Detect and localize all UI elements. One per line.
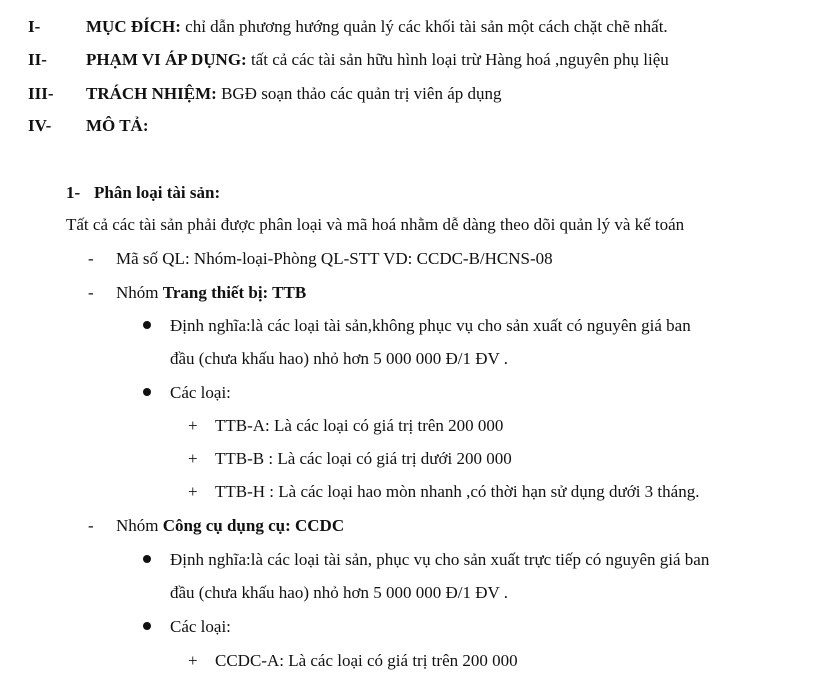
section-heading-1 <box>86 16 668 38</box>
section-number-2: II- <box>28 50 47 69</box>
plus-bullet: + <box>188 651 198 670</box>
plus-bullet: + <box>188 416 198 435</box>
ccdc-types-label: Các loại: <box>170 617 231 636</box>
bullet-dot-icon <box>143 388 151 396</box>
section-title-1: MỤC ĐÍCH: <box>86 17 181 36</box>
section-text-3: BGĐ soạn thảo các quản trị viên áp dụng <box>216 84 502 103</box>
dash-bullet-code: - <box>88 249 94 268</box>
bullet-dot-icon <box>143 555 151 563</box>
section-text-1: chỉ dẫn phương hướng quản lý các khối tài sản một cách chặt chẽ nhất. <box>180 17 668 36</box>
ccdc-definition-line2: đầu (chưa khấu hao) nhỏ hơn 5 000 000 Đ/1 ĐV . <box>170 583 508 602</box>
section-title-4: MÔ TẢ: <box>86 116 149 135</box>
ccdc-definition-line1: Định nghĩa:là các loại tài sản, phục vụ cho sản xuất trực tiếp có nguyên giá ban <box>170 550 710 569</box>
dash-bullet-ccdc: - <box>88 516 94 535</box>
ttb-group-title: Trang thiết bị: TTB <box>162 283 307 302</box>
section-number-1: I- <box>28 17 41 36</box>
bullet-dot-icon <box>143 321 151 329</box>
section-heading-4 <box>86 115 149 137</box>
ccdc-group-title: Công cụ dụng cụ: CCDC <box>162 516 345 535</box>
subsection-title: Phân loại tài sản: <box>94 183 221 202</box>
ttb-type-b: TTB-B : Là các loại có giá trị dưới 200 000 <box>215 449 512 468</box>
section-number-3: III- <box>28 84 54 103</box>
section-heading-3 <box>86 83 502 105</box>
dash-bullet-ttb: - <box>88 283 94 302</box>
section-heading-2 <box>86 49 669 71</box>
section-title-3: TRÁCH NHIỆM: <box>86 84 217 103</box>
ttb-types-label: Các loại: <box>170 383 231 402</box>
ccdc-type-a: CCDC-A: Là các loại có giá trị trên 200 000 <box>215 651 518 670</box>
ttb-definition-line2: đầu (chưa khấu hao) nhỏ hơn 5 000 000 Đ/1 ĐV . <box>170 349 508 368</box>
intro-paragraph: Tất cả các tài sản phải được phân loại và mã hoá nhằm dễ dàng theo dõi quản lý và kế toán <box>66 215 685 234</box>
bullet-dot-icon <box>143 622 151 630</box>
plus-bullet: + <box>188 449 198 468</box>
ccdc-group-heading <box>116 515 344 537</box>
ttb-group-prefix: Nhóm <box>116 283 163 302</box>
code-format-line: Mã số QL: Nhóm-loại-Phòng QL-STT VD: CCDC-B/HCNS-08 <box>116 249 553 268</box>
section-text-2: tất cả các tài sản hữu hình loại trừ Hàng hoá ,nguyên phụ liệu <box>246 50 669 69</box>
ccdc-group-prefix: Nhóm <box>116 516 163 535</box>
ttb-definition-line1: Định nghĩa:là các loại tài sản,không phục vụ cho sản xuất có nguyên giá ban <box>170 316 691 335</box>
section-title-2: PHẠM VI ÁP DỤNG: <box>86 50 247 69</box>
ttb-type-h: TTB-H : Là các loại hao mòn nhanh ,có thời hạn sử dụng dưới 3 tháng. <box>215 482 700 501</box>
subsection-number: 1- <box>66 183 81 202</box>
plus-bullet: + <box>188 482 198 501</box>
ttb-group-heading <box>116 282 306 304</box>
ttb-type-a: TTB-A: Là các loại có giá trị trên 200 000 <box>215 416 504 435</box>
section-number-4: IV- <box>28 116 52 135</box>
